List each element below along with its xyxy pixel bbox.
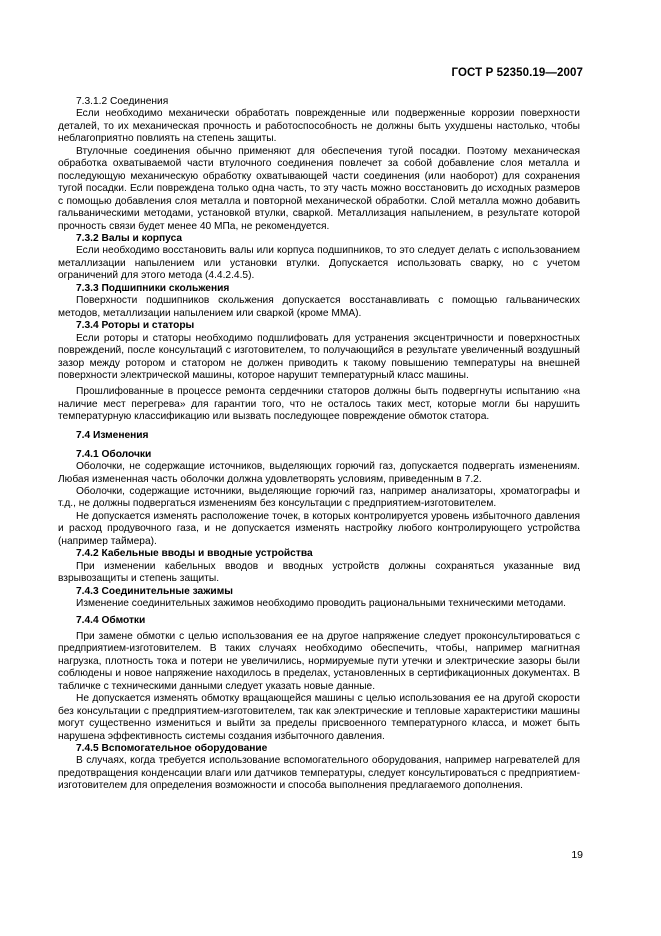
paragraph: При изменении кабельных вводов и вводных устройств должны сохраняться указанные вид взрывозащиты и степень защиты. [58,560,580,585]
heading-7-3-3: 7.3.3 Подшипники скольжения [76,282,230,294]
paragraph: В случаях, когда требуется использование вспомогательного оборудования, например нагревателей для предотвращения конденсации влаги или датчиков температуры, следует консультироваться с предприятием-изготовителем для определения возможности и способа выполнения предлагаемого дополнения. [58,755,580,792]
paragraph: Не допускается изменять обмотку вращающейся машины с целью использования ее на другой скорости без консультации с предприятием-изготовителем, так как электрические и тепловые характеристики машины могут существенно измениться и выйти за пределы присвоенного температурного класса, и может быть нарушена эффективность системы создания избыточного давления. [58,693,580,742]
heading-7-4-2: 7.4.2 Кабельные вводы и вводные устройства [76,548,313,560]
paragraph: Изменение соединительных зажимов необходимо проводить рациональными техническими методами. [76,598,566,610]
document-code-header: ГОСТ Р 52350.19—2007 [451,67,583,79]
paragraph: При замене обмотки с целью использования ее на другое напряжение следует проконсультироваться с предприятием-изготовителем. В таких случаях необходимо обеспечить, чтобы, например магнитная нагрузка, плотность тока и потери не увеличились, нормируемые пути утечки и электрические зазоры были соблюдены и новое напряжение находилось в пределах, установленных в сертификационных документах. В табличке с техническими данными следует указать новые данные. [58,630,580,692]
paragraph: Втулочные соединения обычно применяют для обеспечения тугой посадки. Поэтому механическая обработка охватываемой части втулочного соединения повлечет за собой добавление слоя металла и последующую механическую обработку охватывающей части соединения (или наоборот) для сохранения тугой посадки. Если повреждена только одна часть, то эту часть можно восстановить до исходных размеров с помощью добавления слоя металла и повторной механической обработки. Слой металла можно добавить гальваническими методами, установкой втулки, сваркой. Металлизация напылением, в результате которой прочность связи будет менее 40 МПа, не рекомендуется. [58,145,580,232]
document-body [58,96,580,793]
paragraph: Оболочки, содержащие источники, выделяющие горючий газ, например анализаторы, хроматографы и т.д., не должны подвергаться изменениям без консультации с предприятием-изготовителем. [58,485,580,510]
paragraph: Если роторы и статоры необходимо подшлифовать для устранения эксцентричности и поверхностных повреждений, после консультаций с изготовителем, то получающийся в результате увеличенный воздушный зазор между ротором и статором не должен приводить к такому повышению температуры на внешней поверхности электрической машины, которое нарушит температурный класс машины. [58,332,580,381]
paragraph: Если необходимо механически обработать поврежденные или подверженные коррозии поверхности деталей, то их механическая прочность и работоспособность не должны быть ухудшены настолько, чтобы неблагоприятно повлиять на степень защиты. [58,108,580,145]
paragraph: Не допускается изменять расположение точек, в которых контролируется уровень избыточного давления и расход продувочного газа, и не допускается изменять настройку любого контролирующего устройства (например таймера). [58,510,580,547]
heading-7-4-5: 7.4.5 Вспомогательное оборудование [76,743,268,755]
paragraph: Оболочки, не содержащие источников, выделяющих горючий газ, допускается подвергать изменениям. Любая измененная часть оболочки должна удовлетворять условиям, приведенным в 7.2. [58,461,580,485]
heading-7-4: 7.4 Изменения [76,429,149,441]
heading-7-4-4: 7.4.4 Обмотки [76,614,146,626]
heading-7-4-3: 7.4.3 Соединительные зажимы [76,585,233,597]
heading-7-4-1: 7.4.1 Оболочки [76,448,152,460]
paragraph: Прошлифованные в процессе ремонта сердечники статоров должны быть подвергнуты испытанию «на наличие мест перегрева» для гарантии того, что не осталось таких мест, которые могли бы нарушить температурную классификацию или вызвать последующее повреждение обмоток статора. [58,386,580,423]
heading-7-3-4: 7.3.4 Роторы и статоры [76,320,195,332]
paragraph: Поверхности подшипников скольжения допускается восстанавливать с помощью гальванических методов, металлизации напылением или сваркой (кроме ММА). [58,295,580,319]
paragraph: Если необходимо восстановить валы или корпуса подшипников, то это следует делать с использованием металлизации напылением или установки втулки. Допускается использовать сварку, но с учетом ограничений для этого метода (4.4.2.4.5). [58,245,580,282]
heading-7-3-1-2: 7.3.1.2 Соединения [76,96,169,107]
heading-7-3-2: 7.3.2 Валы и корпуса [76,232,183,244]
page-number: 19 [571,849,583,861]
